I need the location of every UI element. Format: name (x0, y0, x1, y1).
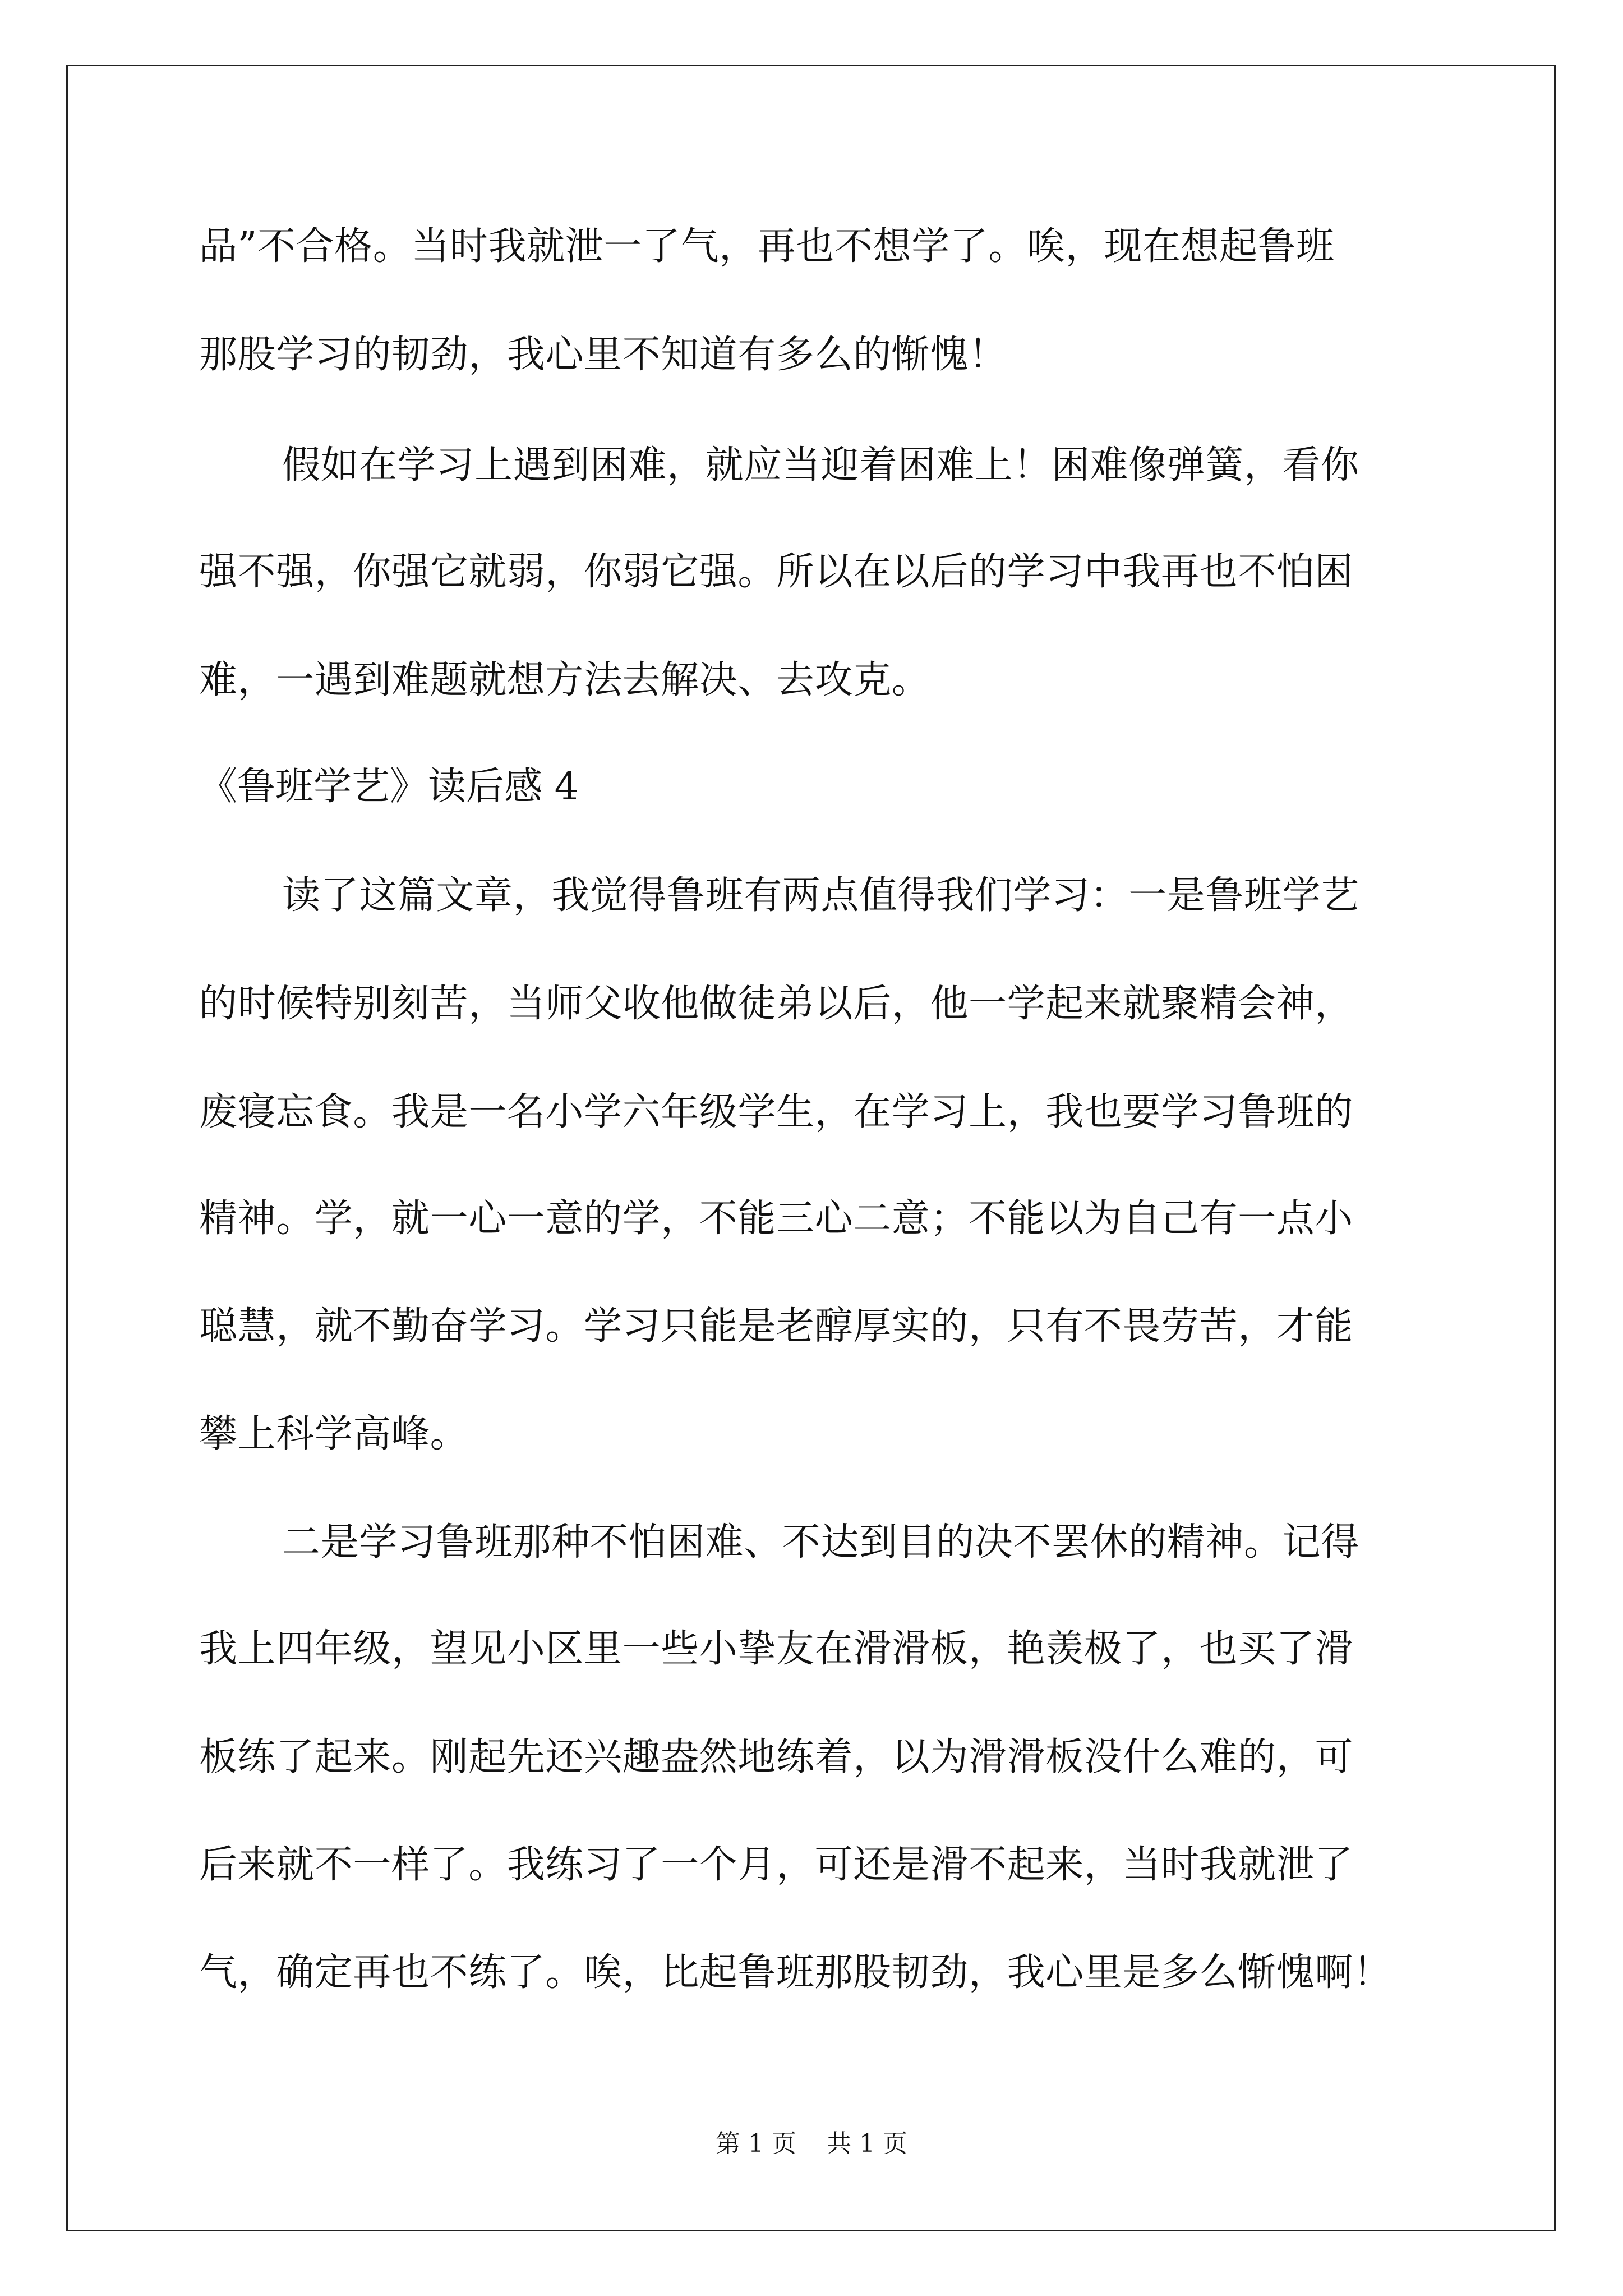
page-total: 共 1 页 (827, 2129, 907, 2158)
text-line: 那股学习的韧劲，我心里不知道有多么的惭愧！ (199, 333, 1007, 377)
text-line: 聪慧，就不勤奋学习。学习只能是老醇厚实的，只有不畏劳苦，才能 (199, 1304, 1354, 1349)
text-line: 精神。学，就一心一意的学，不能三心二意；不能以为自己有一点小 (199, 1197, 1354, 1241)
paragraph-first-line: 假如在学习上遇到困难，就应当迎着困难上！困难像弹簧，看你 (282, 443, 1359, 487)
text-line: 后来就不一样了。我练习了一个月，可还是滑不起来，当时我就泄了 (199, 1843, 1354, 1887)
page-footer (0, 2127, 1623, 2161)
section-heading: 《鲁班学艺》读后感 4 (199, 765, 579, 809)
text-line: 攀上科学高峰。 (199, 1412, 469, 1456)
page-border (66, 65, 1556, 2231)
text-line: 我上四年级，望见小区里一些小挚友在滑滑板，艳羡极了，也买了滑 (199, 1627, 1354, 1671)
paragraph-first-line: 读了这篇文章，我觉得鲁班有两点值得我们学习：一是鲁班学艺 (282, 873, 1359, 918)
text-line: 品”不合格。当时我就泄一了气，再也不想学了。唉，现在想起鲁班 (199, 224, 1335, 269)
text-line: 气，确定再也不练了。唉，比起鲁班那股韧劲，我心里是多么惭愧啊！ (199, 1950, 1392, 1995)
paragraph-first-line: 二是学习鲁班那种不怕困难、不达到目的决不罢休的精神。记得 (282, 1520, 1359, 1565)
text-line: 强不强，你强它就弱，你弱它强。所以在以后的学习中我再也不怕困 (199, 550, 1354, 594)
text-line: 的时候特别刻苦，当师父收他做徒弟以后，他一学起来就聚精会神， (199, 982, 1354, 1026)
text-line: 难，一遇到难题就想方法去解决、去攻克。 (199, 658, 930, 702)
page-number: 第 1 页 (716, 2129, 796, 2158)
text-line: 板练了起来。刚起先还兴趣盎然地练着，以为滑滑板没什么难的，可 (199, 1735, 1354, 1779)
text-line: 废寝忘食。我是一名小学六年级学生，在学习上，我也要学习鲁班的 (199, 1090, 1354, 1134)
